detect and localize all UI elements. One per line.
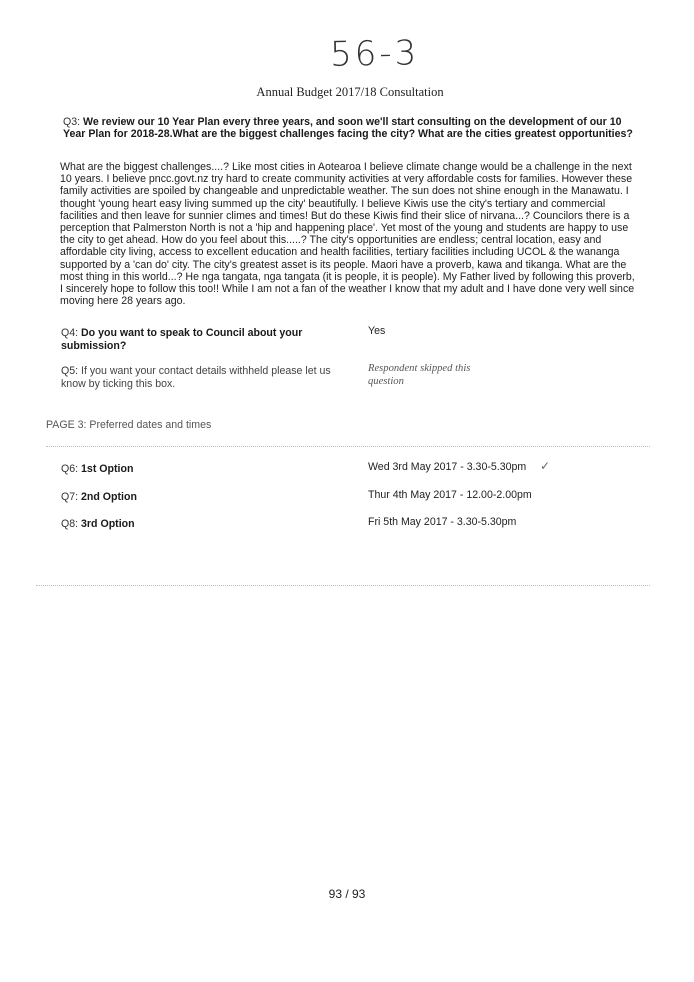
q3-answer: What are the biggest challenges....? Like most cities in Aotearoa I believe climate change would be a challenge in the next 10 years. I believe pncc.govt.nz try hard to create community activities at very affordable costs for families. However these family activities are spoiled by changeable and unpredictable weather. The sun does not shine enough in the Manawatu. I thought 'young heart easy living summed up the city' beautifully. I believe Kiwis use the city's tertiary and commercial facilities and then leave for sunnier climes and times! But do these Kiwis find their slice of nirvana...? Councilors there is a perception that Palmerston North is not a 'hip and happening place'. Yet most of the young and students are happy to use the city to get ahead. How do you feel about this.....? The city's opportunities are endless; central location, easy and affordable city living, access to excellent education and health facilities, tertiary facilities including UCOL & the wananga supported by a 'can do' city. The city's greatest asset is its people. Maori have a proverb, kawa and tikanga. What are the most thing in this world...? He nga tangata, nga tangata (it is people, it is people). My Father lived by following this proverb, I sincerely hope to follow this too!! While I am not a fan of the weather I know that my adult and I have done very well since moving here 28 years ago. [60,161,635,308]
page-section-label: PAGE 3: Preferred dates and times [46,419,212,431]
q3-question [63,116,633,140]
q6-question [61,463,133,475]
q5-number: Q5: [61,365,79,377]
q8-label: 3rd Option [81,518,135,530]
q6-label: 1st Option [81,463,134,475]
tick-mark: ✓ [540,459,551,473]
q6-answer: Wed 3rd May 2017 - 3.30-5.30pm [368,461,527,473]
q5-answer-skipped: Respondent skipped this question [368,363,471,387]
handwritten-number: 56-3 [329,33,420,75]
q8-answer: Fri 5th May 2017 - 3.30-5.30pm [368,516,517,528]
q8-question [61,518,135,530]
q4-text: Do you want to speak to Council about your submission? [61,327,303,352]
q4-answer: Yes [368,325,386,337]
section-divider [46,446,650,447]
page-divider [36,585,650,586]
q7-number: Q7: [61,491,79,503]
q5-text: If you want your contact details withheld please let us know by ticking this box. [61,365,331,390]
q7-label: 2nd Option [81,491,137,503]
q7-answer: Thur 4th May 2017 - 12.00-2.00pm [368,489,532,501]
page-number: 93 / 93 [328,887,366,901]
q6-number: Q6: [61,463,79,475]
q7-question [61,491,137,503]
q4-number: Q4: [61,327,79,339]
q8-number: Q8: [61,518,79,530]
q5-question [61,365,351,390]
document-title: Annual Budget 2017/18 Consultation [256,85,444,99]
q3-text: We review our 10 Year Plan every three years, and soon we'll start consulting on the development of our 10 Year Plan for 2018-28.What are the biggest challenges facing the city? What are the cities greatest opportunities? [63,116,633,140]
q4-question [61,327,341,352]
q3-number: Q3: [63,116,81,128]
